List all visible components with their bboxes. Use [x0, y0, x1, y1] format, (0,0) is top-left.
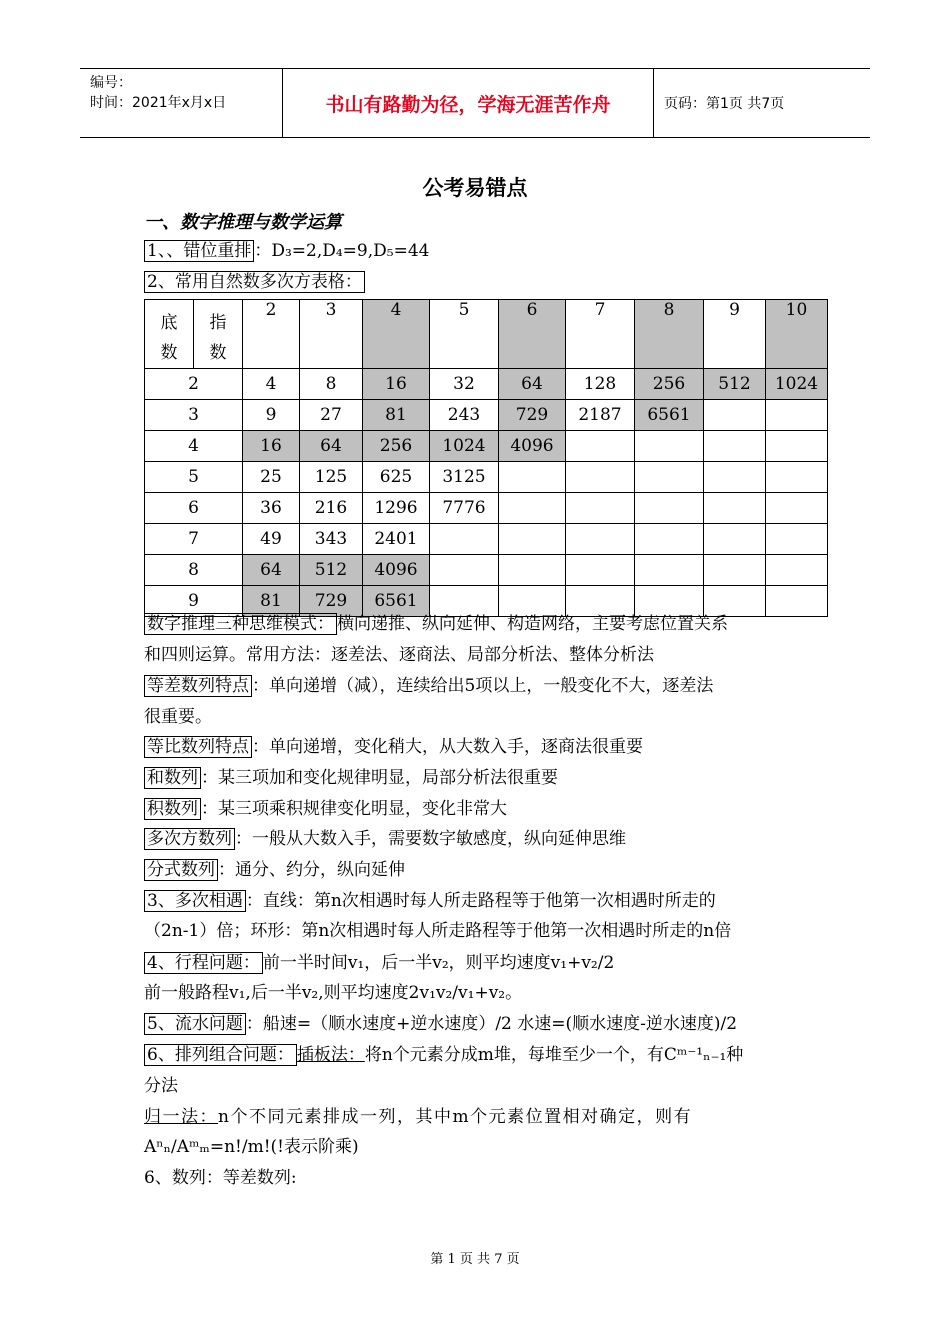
table-row [145, 369, 828, 400]
power-cell [430, 555, 499, 586]
corner-exp: 指数 [194, 300, 243, 369]
motto: 书山有路勤为径，学海无涯苦作舟 [282, 69, 654, 137]
power-cell [766, 493, 828, 524]
power-cell: 729 [499, 400, 566, 431]
power-table [144, 299, 828, 617]
para-label: 数字推理三种思维模式： [144, 613, 337, 635]
item-label: 1、、错位重排 [144, 240, 254, 262]
power-cell [635, 586, 704, 617]
power-cell: 81 [243, 586, 300, 617]
para-text: n个不同元素排成一列，其中m个元素位置相对确定，则有 [218, 1107, 693, 1127]
para-arith-cont: 很重要。 [144, 707, 212, 727]
para-text: ：某三项乘积规律变化明显，变化非常大 [201, 799, 507, 819]
power-cell [635, 493, 704, 524]
base-cell: 2 [145, 369, 243, 400]
para-text: ：船速=（顺水速度+逆水速度）/2 水速=(顺水速度-逆水速度)/2 [245, 1014, 738, 1034]
para-sequence: 6、数列：等差数列: [144, 1168, 297, 1188]
table-row [145, 493, 828, 524]
exp-header: 5 [430, 300, 499, 369]
para-label: 3、多次相遇 [144, 890, 246, 912]
power-cell: 4096 [499, 431, 566, 462]
table-header-row [145, 300, 828, 369]
power-cell: 25 [243, 462, 300, 493]
power-cell [704, 431, 766, 462]
para-text: 横向递推、纵向延伸、构造网络，主要考虑位置关系 [337, 614, 728, 634]
para-text: 将n个元素分成m堆，每堆至少一个，有Cᵐ⁻¹ₙ₋₁种 [364, 1045, 744, 1065]
para-modes-cont: 和四则运算。常用方法：逐差法、逐商法、局部分析法、整体分析法 [144, 645, 654, 665]
power-cell [704, 586, 766, 617]
power-cell: 256 [363, 431, 430, 462]
para-label: 多次方数列 [144, 828, 235, 850]
power-cell [766, 555, 828, 586]
power-cell [566, 462, 635, 493]
power-cell: 2187 [566, 400, 635, 431]
base-cell: 5 [145, 462, 243, 493]
para-flow [144, 1013, 814, 1035]
item-power-table [144, 271, 814, 293]
para-modes [144, 613, 814, 635]
power-cell: 128 [566, 369, 635, 400]
power-cell [566, 493, 635, 524]
para-text: 前一半时间v₁，后一半v₂，则平均速度v₁+v₂/2 [262, 953, 615, 973]
power-cell [635, 524, 704, 555]
exp-header: 3 [300, 300, 363, 369]
power-cell [635, 555, 704, 586]
page-header [80, 68, 870, 138]
para-text: ：直线：第n次相遇时每人所走路程等于他第一次相遇时所走的 [245, 891, 716, 911]
power-cell [499, 555, 566, 586]
corner-base: 底数 [145, 300, 194, 369]
power-cell: 81 [363, 400, 430, 431]
para-travel [144, 952, 814, 974]
power-cell: 512 [300, 555, 363, 586]
power-cell [766, 400, 828, 431]
para-label: 积数列 [144, 798, 201, 820]
item-label: 2、常用自然数多次方表格： [144, 271, 365, 293]
para-text: ：单向递增，变化稍大，从大数入手，逐商法很重要 [252, 737, 643, 757]
table-row [145, 431, 828, 462]
power-cell [635, 462, 704, 493]
item-text: ：D₃=2,D₄=9,D₅=44 [254, 241, 430, 261]
power-cell [704, 462, 766, 493]
para-text: ：某三项加和变化规律明显，局部分析法很重要 [201, 768, 558, 788]
base-cell: 3 [145, 400, 243, 431]
para-label: 等差数列特点 [144, 675, 252, 697]
power-cell [499, 462, 566, 493]
power-cell: 1024 [766, 369, 828, 400]
power-cell: 243 [430, 400, 499, 431]
power-cell [766, 586, 828, 617]
exp-header: 10 [766, 300, 828, 369]
exp-header: 7 [566, 300, 635, 369]
power-cell: 2401 [363, 524, 430, 555]
power-cell: 4 [243, 369, 300, 400]
para-label: 6、排列组合问题： [144, 1044, 297, 1066]
power-cell: 27 [300, 400, 363, 431]
para-label: 5、流水问题 [144, 1013, 246, 1035]
para-label: 和数列 [144, 767, 201, 789]
para-arith [144, 675, 814, 697]
para-unify-cont: Aⁿₙ/Aᵐₘ=n!/m!(!表示阶乘) [144, 1137, 359, 1157]
power-cell [704, 400, 766, 431]
power-cell: 729 [300, 586, 363, 617]
power-cell [566, 555, 635, 586]
power-cell: 6561 [635, 400, 704, 431]
power-cell [766, 431, 828, 462]
base-cell: 9 [145, 586, 243, 617]
power-cell: 7776 [430, 493, 499, 524]
power-cell: 512 [704, 369, 766, 400]
table-row [145, 400, 828, 431]
time-label: 时间：2021年x月x日 [90, 95, 227, 111]
section-heading: 一、数字推理与数学运算 [144, 212, 342, 233]
power-cell: 3125 [430, 462, 499, 493]
power-cell [635, 431, 704, 462]
para-combo-cont: 分法 [144, 1076, 178, 1096]
number-label: 编号： [90, 75, 132, 91]
power-cell: 1296 [363, 493, 430, 524]
para-combo [144, 1044, 814, 1066]
power-cell [430, 524, 499, 555]
power-cell: 64 [300, 431, 363, 462]
table-row [145, 462, 828, 493]
exp-header: 6 [499, 300, 566, 369]
para-unify [144, 1106, 814, 1128]
exp-header: 4 [363, 300, 430, 369]
power-cell [704, 493, 766, 524]
base-cell: 4 [145, 431, 243, 462]
page-title: 公考易错点 [422, 176, 528, 200]
power-cell [766, 524, 828, 555]
power-cell: 36 [243, 493, 300, 524]
power-cell: 16 [243, 431, 300, 462]
para-label: 分式数列 [144, 859, 218, 881]
power-cell: 32 [430, 369, 499, 400]
para-meet [144, 890, 814, 912]
power-cell [566, 586, 635, 617]
power-cell: 64 [499, 369, 566, 400]
item-misplacement [144, 240, 814, 262]
para-meet-cont: （2n-1）倍；环形：第n次相遇时每人所走路程等于他第一次相遇时所走的n倍 [144, 921, 732, 941]
exp-header: 8 [635, 300, 704, 369]
power-cell [766, 462, 828, 493]
power-cell: 4096 [363, 555, 430, 586]
power-cell [430, 586, 499, 617]
power-cell [499, 493, 566, 524]
power-cell [499, 586, 566, 617]
power-cell: 625 [363, 462, 430, 493]
power-cell: 49 [243, 524, 300, 555]
power-cell [566, 431, 635, 462]
power-cell [566, 524, 635, 555]
power-cell: 6561 [363, 586, 430, 617]
para-label: 等比数列特点 [144, 736, 252, 758]
base-cell: 7 [145, 524, 243, 555]
exp-header: 2 [243, 300, 300, 369]
power-cell [704, 555, 766, 586]
power-cell: 256 [635, 369, 704, 400]
power-cell: 343 [300, 524, 363, 555]
para-fraction [144, 859, 814, 881]
para-label: 归一法： [144, 1107, 218, 1127]
power-cell: 1024 [430, 431, 499, 462]
power-cell: 9 [243, 400, 300, 431]
base-cell: 8 [145, 555, 243, 586]
para-text: ：单向递增（减），连续给出5项以上，一般变化不大，逐差法 [252, 676, 714, 696]
para-geo [144, 736, 814, 758]
para-text: ：一般从大数入手，需要数字敏感度，纵向延伸思维 [235, 829, 626, 849]
power-cell: 16 [363, 369, 430, 400]
table-row [145, 555, 828, 586]
power-cell: 125 [300, 462, 363, 493]
table-row [145, 524, 828, 555]
header-meta [80, 69, 282, 137]
power-cell [499, 524, 566, 555]
para-product [144, 798, 814, 820]
power-cell [704, 524, 766, 555]
power-cell: 8 [300, 369, 363, 400]
para-travel-cont: 前一般路程v₁,后一半v₂,则平均速度2v₁v₂/v₁+v₂。 [144, 983, 523, 1003]
page-info: 页码：第1页 共7页 [664, 96, 785, 112]
power-cell: 64 [243, 555, 300, 586]
page-footer: 第 1 页 共 7 页 [430, 1252, 520, 1267]
table-row [145, 586, 828, 617]
para-label: 4、行程问题： [144, 952, 263, 974]
para-sublabel: 插板法： [296, 1045, 365, 1065]
base-cell: 6 [145, 493, 243, 524]
para-power [144, 828, 814, 850]
exp-header: 9 [704, 300, 766, 369]
para-text: ：通分、约分，纵向延伸 [218, 860, 405, 880]
power-cell: 216 [300, 493, 363, 524]
para-sum [144, 767, 814, 789]
